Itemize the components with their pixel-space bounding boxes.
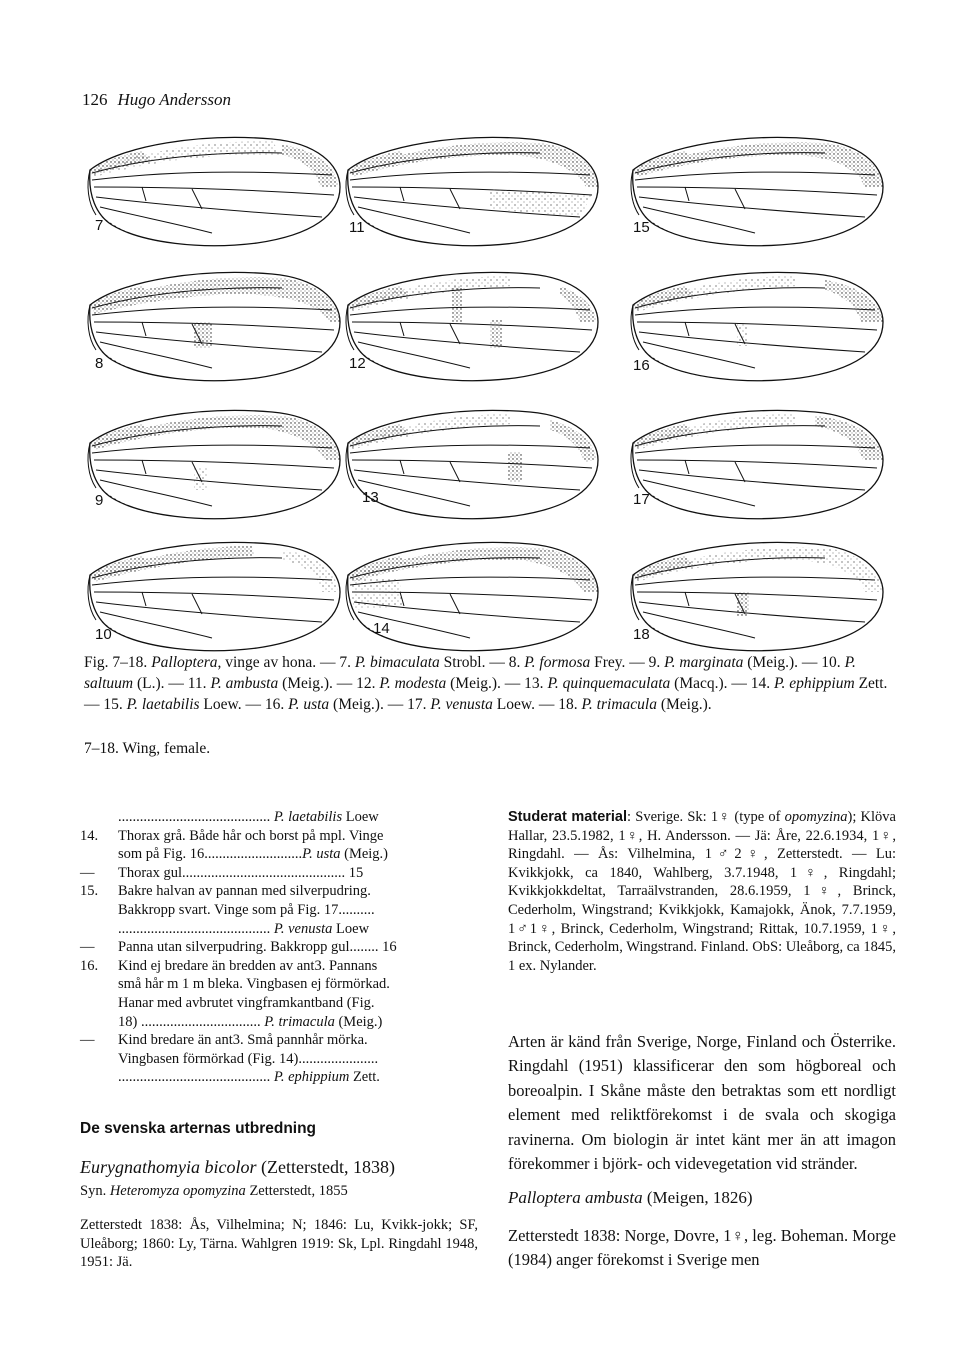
- key-author: Zett.: [349, 1069, 380, 1086]
- caption-text: (Macq.). — 14.: [670, 675, 775, 692]
- identification-key: [80, 808, 480, 1087]
- page-header: [82, 90, 231, 110]
- key-author: Loew: [332, 920, 370, 937]
- key-text: 18): [118, 1013, 138, 1030]
- studied-species: opomyzina: [784, 809, 848, 825]
- leader-dots: ..........................................: [118, 809, 271, 825]
- synonym-label: Syn.: [80, 1183, 110, 1199]
- key-couplet-number: —: [80, 864, 95, 881]
- caption-species: P. trimacula: [581, 696, 657, 713]
- key-author: (Meig.): [334, 1013, 383, 1030]
- key-couplet-number: —: [80, 939, 95, 956]
- species-author: (Zetterstedt, 1838): [256, 1157, 395, 1177]
- figure-label-11: 11: [349, 219, 365, 236]
- caption-species: P. bimaculata: [354, 654, 440, 671]
- caption-species: P. usta: [288, 696, 330, 713]
- key-species: P. ephippium: [273, 1069, 350, 1086]
- caption-text: (Meig.).: [656, 696, 712, 713]
- key-line: [80, 957, 480, 976]
- section-heading: De svenska arternas utbredning: [80, 1120, 317, 1137]
- figure-label-14: 14: [373, 620, 390, 637]
- caption-text: (L.). — 11.: [133, 675, 211, 692]
- wing-figure-10: [82, 530, 347, 670]
- key-text: Kind bredare än ant3. Små pannhår mörka.: [118, 1032, 368, 1049]
- caption-text: (Meig.). — 13.: [446, 675, 548, 692]
- key-line: [80, 864, 480, 883]
- caption-species: P. laetabilis: [126, 696, 200, 713]
- species-author: (Meigen, 1826): [642, 1188, 753, 1207]
- species-name: Palloptera ambusta: [508, 1188, 643, 1207]
- caption-text: (Meig.). — 17.: [329, 696, 431, 713]
- caption-text: Strobl. — 8.: [439, 654, 525, 671]
- key-author: Loew: [342, 809, 379, 825]
- wing-figure-15: [625, 125, 890, 265]
- studied-text: ); Klöva Hallar, 23.5.1982, 1♀, H. Andersson. — Jä: Åre, 22.6.1934, 1♀, Ringdahl. — Ås: Vilhelmina, 1♂2♀, Zetterstedt. — Lu: Kvikkjokk, ca 1840, Wahlberg, 3.7.1948, 1♀, Ringdahl; Kvikkjokkdeltat, Tarraälvstranden, 28.6.1959, 1♀, Brinck, Cederholm, Wingstrand; Kvikkjokk, Kamajokk, Änok, 7.7.1959, 1♂1♀, Brinck, Cederholm, Wingstrand; Rittak, 10.7.1959, 1♀, Brinck, Cederholm, Wingstrand. Finland. ObS: Uleåborg, ca 1845, 1 ex. Nylander.: [508, 809, 896, 974]
- leader-dots: .............................................: [182, 864, 349, 881]
- key-text: Bakre halvan av pannan med silverpudring.: [118, 883, 371, 900]
- key-text: som på Fig. 16: [118, 846, 205, 863]
- caption-text: Loew. — 16.: [199, 696, 289, 713]
- figure-label-13: 13: [362, 489, 379, 506]
- body-paragraph: Zetterstedt 1838: Norge, Dovre, 1♀, leg. Boheman. Morge (1984) anger förekomst i Sverige men: [508, 1226, 896, 1270]
- caption-text: Loew. — 18.: [492, 696, 582, 713]
- wing-figure-11: [340, 125, 605, 265]
- key-line: [80, 901, 480, 920]
- figure-label-8: 8: [95, 355, 104, 372]
- figure-caption: [84, 652, 904, 715]
- key-species: P. trimacula: [264, 1013, 335, 1030]
- key-reference: 15: [348, 864, 364, 881]
- wing-figure-9: [82, 398, 347, 538]
- studied-label: Studerat material: [508, 809, 628, 825]
- key-text: Kind ej bredare än bredden av ant3. Pannans: [118, 957, 378, 974]
- figure-label-18: 18: [633, 626, 650, 643]
- caption-text: , vinge av hona. — 7.: [217, 654, 355, 671]
- running-author: Hugo Andersson: [117, 90, 231, 109]
- species-title: [508, 1188, 753, 1208]
- key-couplet-number: —: [80, 1032, 95, 1049]
- figure-label-7: 7: [95, 217, 104, 234]
- leader-dots: ..........................................: [118, 920, 271, 937]
- key-text: Thorax gul: [118, 864, 183, 881]
- caption-text: (Meig.). — 10.: [743, 654, 845, 671]
- wing-figure-8: [82, 260, 347, 400]
- key-line: [80, 1050, 480, 1069]
- literature-records: Zetterstedt 1838: Ås, Vilhelmina; N; 1846: Lu, Kvikk-jokk; SF, Uleåborg; 1860: Ly, Tärna. Wahlgren 1919: Sk, Lpl. Ringdahl 1948, 1951: Jä.: [80, 1217, 478, 1271]
- key-line: [80, 920, 480, 939]
- key-text: Bakkropp svart. Vinge som på Fig. 17..........: [118, 901, 375, 918]
- key-line: [80, 882, 480, 901]
- caption-genus: Palloptera: [151, 654, 218, 671]
- species-title: [80, 1157, 395, 1178]
- key-line: [80, 1068, 480, 1087]
- wing-figure-16: [625, 260, 890, 400]
- wing-figure-18: [625, 530, 890, 670]
- key-line: [80, 975, 480, 994]
- key-text: Thorax grå. Både hår och borst på mpl. Vinge: [118, 827, 384, 844]
- studied-material: [508, 808, 896, 975]
- key-line: [80, 808, 480, 827]
- caption-species: P. ambusta: [210, 675, 279, 692]
- leader-dots: .................................: [140, 1013, 261, 1030]
- key-species: P. usta: [302, 846, 341, 863]
- figure-label-15: 15: [633, 219, 650, 236]
- caption-text: Fig. 7–18.: [84, 654, 152, 671]
- caption-species: P. quinquemaculata: [547, 675, 671, 692]
- wing-figure-7: [82, 125, 347, 265]
- key-line: [80, 938, 480, 957]
- key-text: små hår m 1 m bleka. Vingbasen ej förmörkad.: [118, 976, 390, 993]
- page-number: 126: [82, 90, 108, 109]
- studied-text: : Sverige. Sk: 1♀ (type of: [627, 809, 785, 825]
- key-couplet-number: 14.: [80, 827, 99, 844]
- key-author: (Meig.): [340, 846, 389, 863]
- caption-species: P. ephippium: [774, 675, 855, 692]
- caption-text: Frey. — 9.: [590, 654, 665, 671]
- synonym-author: Zetterstedt, 1855: [245, 1183, 348, 1199]
- key-species: P. laetabilis: [273, 809, 343, 825]
- key-line: [80, 827, 480, 846]
- leader-dots: ...........................: [204, 846, 303, 863]
- figure-label-12: 12: [349, 355, 366, 372]
- caption-species: P. modesta: [379, 675, 447, 692]
- wing-figure-12: [340, 260, 605, 400]
- caption-text: (Meig.). — 12.: [278, 675, 380, 692]
- key-species: P. venusta: [273, 920, 333, 937]
- key-text: Vingbasen förmörkad (Fig. 14)......................: [118, 1050, 379, 1067]
- wing-figure-13: [340, 398, 605, 538]
- wing-figure-17: [625, 398, 890, 538]
- body-paragraph: Arten är känd från Sverige, Norge, Finland och Österrike. Ringdahl (1951) klassificerar den som högboreal och boreoalpin. I Skåne måste den betraktas som ett nordligt element med reliktförekomst i de svala och skogiga ravinerna. Om biologin är intet känt mer än att imagon förekommer i björk- och videvegetation vid stränder.: [508, 1032, 896, 1174]
- caption-english: 7–18. Wing, female.: [84, 740, 211, 757]
- caption-species: P. formosa: [524, 654, 591, 671]
- species-name: Eurygnathomyia bicolor: [80, 1157, 257, 1177]
- key-line: [80, 1013, 480, 1032]
- figure-label-9: 9: [95, 492, 104, 509]
- caption-text: Zett. — 15.: [84, 675, 888, 713]
- synonym-species: Heteromyza opomyzina: [109, 1183, 246, 1199]
- key-line: [80, 845, 480, 864]
- caption-species: P. venusta: [430, 696, 493, 713]
- key-line: [80, 994, 480, 1013]
- figure-label-10: 10: [95, 626, 112, 643]
- figure-label-16: 16: [633, 357, 650, 374]
- figure-label-17: 17: [633, 491, 650, 508]
- key-couplet-number: 16.: [80, 957, 99, 974]
- caption-species: P. marginata: [664, 654, 744, 671]
- key-text: Hanar med avbrutet vingframkantband (Fig.: [118, 994, 375, 1011]
- key-line: [80, 1031, 480, 1050]
- wing-figure-14: [340, 530, 605, 670]
- key-couplet-number: 15.: [80, 883, 99, 900]
- leader-dots: ..........................................: [118, 1069, 271, 1086]
- synonym-line: [80, 1183, 348, 1200]
- key-text: Panna utan silverpudring. Bakkropp gul........ 16: [118, 939, 397, 956]
- caption-species: P. saltuum: [84, 654, 856, 692]
